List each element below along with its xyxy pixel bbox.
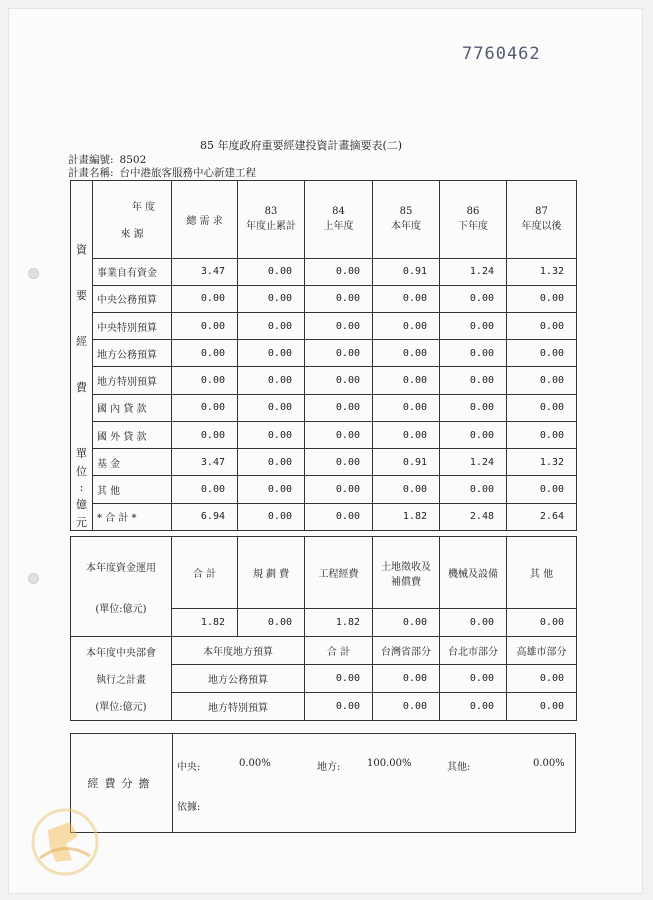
header-col: 總 需 求 [172, 181, 238, 259]
header-col: 86 下年度 [440, 181, 507, 259]
local-share-label: 地方: [317, 762, 341, 773]
table-row: 國 內 貸 款 0.00 0.00 0.00 0.00 0.00 0.00 [71, 394, 577, 421]
header-col: 83 年度止累計 [238, 181, 305, 259]
header-corner: 年 度 來 源 [93, 181, 172, 259]
usage-header: 機械及設備 [440, 537, 507, 609]
central-header: 台北市部分 [440, 637, 507, 665]
plan-name-value: 台中港旅客服務中心新建工程 [119, 167, 257, 179]
table-row: 其 他 0.00 0.00 0.00 0.00 0.00 0.00 [71, 476, 577, 503]
library-logo-icon [20, 800, 110, 880]
funding-table [70, 180, 577, 531]
usage-table [70, 536, 577, 637]
table-row: 基 金 3.47 0.00 0.00 0.91 1.24 1.32 [71, 449, 577, 476]
table-row: 事業自有資金 3.47 0.00 0.00 0.91 1.24 1.32 [71, 258, 577, 285]
usage-header: 合 計 [172, 537, 238, 609]
header-col: 87 年度以後 [507, 181, 577, 259]
plan-name-row [68, 165, 262, 180]
central-header: 台灣省部分 [373, 637, 440, 665]
central-label-cell: 本年度中央部會 執行之計畫 (單位:億元) [71, 637, 172, 721]
header-col: 84 上年度 [305, 181, 373, 259]
other-share-label: 其他: [447, 762, 471, 773]
usage-header: 土地徵收及補償費 [373, 537, 440, 609]
header-col: 85 本年度 [373, 181, 440, 259]
central-header: 合 計 [305, 637, 373, 665]
plan-name-label: 計畫名稱: [68, 167, 114, 179]
plan-code-value: 8502 [119, 154, 147, 166]
central-header: 本年度地方預算 [172, 637, 305, 665]
table-row: 中央特別預算 0.00 0.00 0.00 0.00 0.00 0.00 [71, 313, 577, 340]
central-header: 高雄市部分 [507, 637, 577, 665]
table-row: 地方公務預算 0.00 0.00 0.00 0.00 0.00 0.00 [71, 340, 577, 367]
document-number: 7760462 [462, 44, 541, 64]
table-row: 地方公務預算 0.00 0.00 0.00 0.00 [71, 665, 577, 693]
usage-header: 規 劃 費 [238, 537, 305, 609]
usage-label-cell [71, 537, 172, 637]
funding-share-box [70, 733, 576, 833]
document-title: 85 年度政府重要經建投資計畫摘要表(二) [200, 139, 403, 152]
usage-header: 其 他 [507, 537, 577, 609]
total-row: * 合 計 * 6.94 0.00 0.00 1.82 2.48 2.64 [71, 503, 577, 530]
local-share-value: 100.00% [367, 758, 412, 769]
central-plan-table [70, 636, 577, 721]
usage-values-row: 1.82 0.00 1.82 0.00 0.00 0.00 [71, 609, 577, 637]
table-row: 國 外 貸 款 0.00 0.00 0.00 0.00 0.00 0.00 [71, 421, 577, 448]
basis-label: 依據: [177, 802, 201, 813]
table-row: 中央公務預算 0.00 0.00 0.00 0.00 0.00 0.00 [71, 285, 577, 312]
other-share-value: 0.00% [533, 758, 565, 769]
usage-header: 工程經費 [305, 537, 373, 609]
unit-side-label: 資 要 經 費 單 位 : 億 元 [71, 181, 93, 531]
table-row: 地方特別預算 0.00 0.00 0.00 0.00 [71, 693, 577, 721]
usage-label: 本年度資金運用 [86, 562, 156, 574]
funding-share-label: 經費分擔 [71, 734, 173, 832]
punch-hole [28, 268, 39, 279]
usage-unit: (單位:億元) [95, 603, 147, 615]
central-share-value: 0.00% [239, 758, 271, 769]
central-share-label: 中央: [177, 762, 201, 773]
punch-hole [28, 573, 39, 584]
plan-code-label: 計畫編號: [68, 154, 114, 166]
table-row: 地方特別預算 0.00 0.00 0.00 0.00 0.00 0.00 [71, 367, 577, 394]
